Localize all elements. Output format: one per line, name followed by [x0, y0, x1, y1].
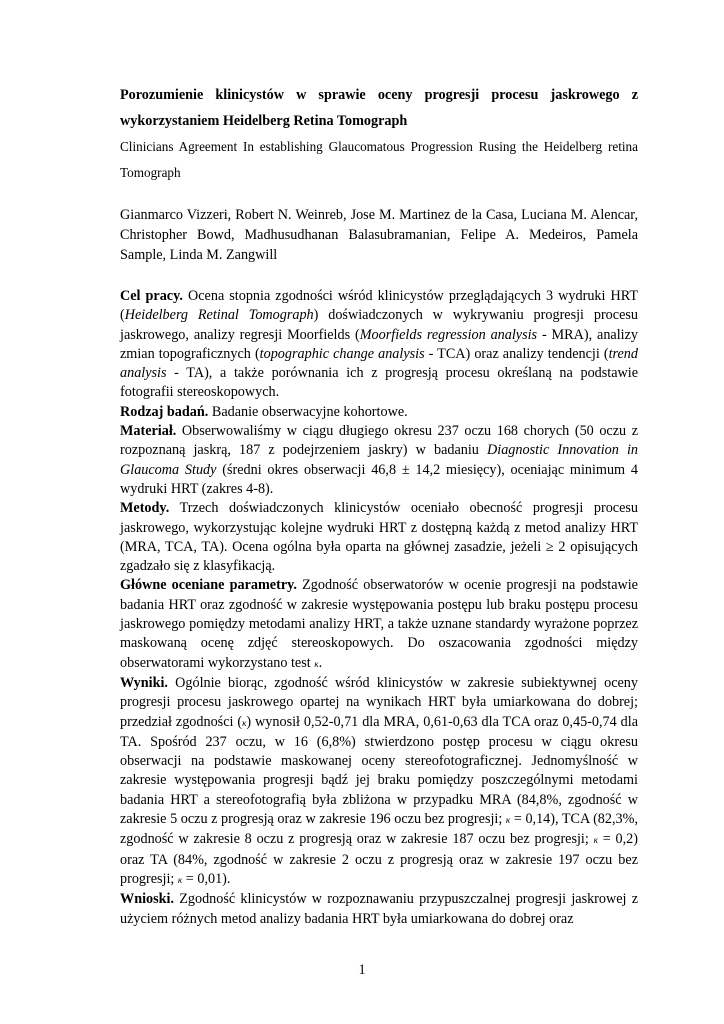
- section-outcome-measures: Główne oceniane parametry. Zgodność obserwatorów w ocenie progresji na podstawie badania HRT oraz zgodność w zakresie występowania postępu lub braku postępu procesu jaskrowego pomiędzy metodami analizy HRT, a także uznane standardy wyrażone poprzez maskowaną ocenę zdjęć stereoskopowych. Do oszacowania zgodności między obserwatorami wykorzystano test κ.: [120, 577, 638, 671]
- section-objective: Cel pracy. Ocena stopnia zgodności wśród klinicystów przeglądających 3 wydruki HRT (Heidelberg Retinal Tomograph) doświadczonych w wykrywaniu progresji procesu jaskrowego, analizy regresji Moorfields (Moorfields regression analysis - MRA), analizy zmian topograficznych (topographic change analysis - TCA) oraz analizy tendencji (trend analysis - TA), a także porównania ich z progresją procesu określaną na podstawie fotografii stereoskopowych.: [120, 288, 639, 401]
- section-design: Rodzaj badań. Badanie obserwacyjne kohortowe.: [120, 403, 408, 420]
- section-results: Wyniki. Ogólnie biorąc, zgodność wśród klinicystów w zakresie subiektywnej oceny progresji procesu jaskrowego opartej na wynikach HRT była umiarkowana do dobrej; przedział zgodności (κ) wynosił 0,52-0,71 dla MRA, 0,61-0,63 dla TCA oraz 0,45-0,74 dla TA. Spośród 237 oczu, w 16 (6,8%) stwierdzono postęp procesu w ciągu okresu obserwacji na podstawie maskowanej oceny stereofotograficznej. Jednomyślność w zakresie występowania progresji bądź jej braku pomiędzy poszczególnymi metodami badania HRT a stereofotografią była zbliżona w przypadku MRA (84,8%, zgodność w zakresie 5 oczu z progresją oraz w zakresie 196 oczu bez progresji; κ = 0,14), TCA (82,3%, zgodność w zakresie 8 oczu z progresją oraz w zakresie 187 oczu bez progresji; κ = 0,2) oraz TA (84%, zgodność w zakresie 2 oczu z progresją oraz w zakresie 197 oczu bez progresji; κ = 0,01).: [120, 674, 639, 887]
- section-conclusions: Wnioski. Zgodność klinicystów w rozpoznawaniu przypuszczalnej progresji jaskrowej z użyciem różnych metod analizy badania HRT była umiarkowana do dobrej oraz: [120, 891, 638, 927]
- label-design: Rodzaj badań.: [120, 403, 209, 420]
- section-methods: Metody. Trzech doświadczonych klinicystów oceniało obecność progresji procesu jaskrowego, wykorzystując kolejne wydruki HRT z dostępną każdą z metod analizy HRT (MRA, TCA, TA). Ocena ogólna była oparta na głównej zasadzie, jeżeli ≥ 2 opisujących zgadzało się z klasyfikacją.: [120, 500, 638, 575]
- author-list: Gianmarco Vizzeri, Robert N. Weinreb, Jose M. Martinez de la Casa, Luciana M. Alencar, Christopher Bowd, Madhusudhanan Balasubramanian, Felipe A. Medeiros, Pamela Sample, Linda M. Zangwill: [120, 207, 638, 263]
- label-results: Wyniki.: [120, 674, 168, 691]
- kappa-symbol: κ: [593, 835, 598, 846]
- title-polish: Porozumienie klinicystów w sprawie oceny progresji procesu jaskrowego z wykorzystaniem Heidelberg Retina Tomograph: [120, 87, 638, 129]
- page-number: 1: [358, 962, 366, 978]
- abstract: [120, 287, 638, 929]
- label-outcome-measures: Główne oceniane parametry.: [120, 577, 297, 594]
- title-english: Clinicians Agreement In establishing Glaucomatous Progression Rusing the Heidelberg retina Tomograph: [120, 139, 638, 180]
- kappa-symbol: κ: [314, 658, 319, 669]
- label-methods: Metody.: [120, 500, 170, 517]
- kappa-symbol: κ: [505, 815, 511, 826]
- kappa-symbol: κ: [177, 874, 183, 885]
- label-objective: Cel pracy.: [120, 288, 183, 304]
- article-page: [120, 82, 638, 929]
- label-conclusions: Wnioski.: [120, 891, 175, 908]
- label-material: Materiał.: [120, 423, 177, 440]
- section-material: Materiał. Obserwowaliśmy w ciągu długiego okresu 237 oczu 168 chorych (50 oczu z rozpoznaną jaskrą, 187 z podejrzeniem jaskry) w badaniu Diagnostic Innovation in Glaucoma Study (średni okres obserwacji 46,8 ± 14,2 miesięcy), oceniając minimum 4 wydruki HRT (zakres 4-8).: [120, 423, 638, 497]
- kappa-symbol: κ: [242, 717, 247, 728]
